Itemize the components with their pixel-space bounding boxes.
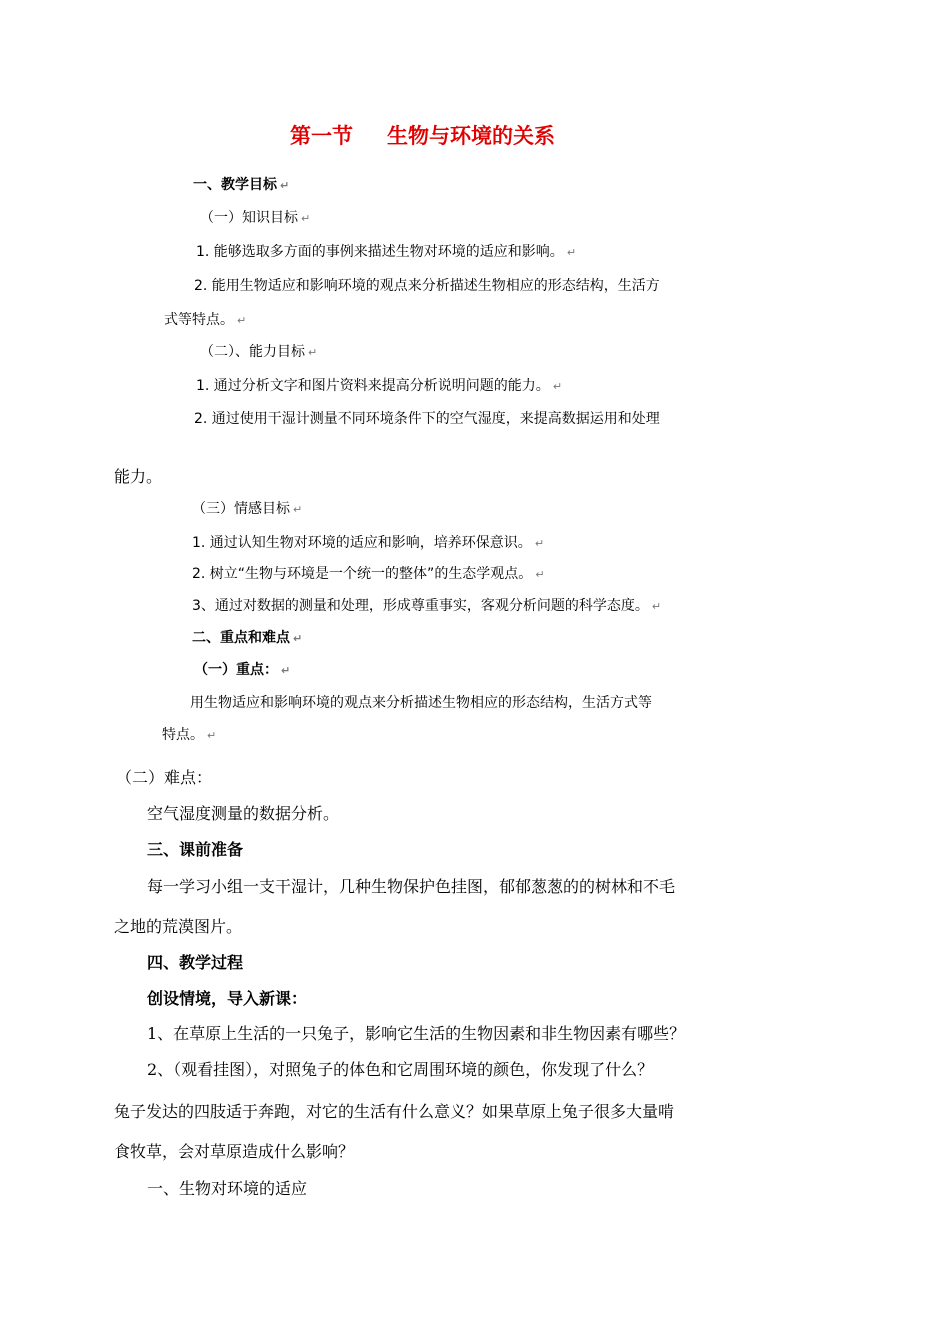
ability-item-1: 1. 通过分析文字和图片资料来提高分析说明问题的能力。 ↵ [196,378,563,394]
key-text-line-1: 用生物适应和影响环境的观点来分析描述生物相应的形态结构，生活方式等 [190,695,652,711]
emotion-heading: （三）情感目标 ↵ [192,501,303,517]
paragraph-mark-icon: ↵ [280,179,290,192]
paragraph-mark-icon: ↵ [308,346,318,359]
difficult-text: 空气湿度测量的数据分析。 [147,804,340,823]
ability-item-2-line-1: 2. 通过使用干湿计测量不同环境条件下的空气湿度，来提高数据运用和处理 [194,411,660,427]
question-2-line-2: 兔子发达的四肢适于奔跑，对它的生活有什么意义？如果草原上兔子很多大量啃 [114,1102,675,1121]
paragraph-mark-icon: ↵ [293,503,303,516]
emotion-item-2: 2. 树立“生物与环境是一个统一的整体”的生态学观点。 ↵ [192,566,545,582]
paragraph-mark-icon: ↵ [301,212,311,225]
question-1: 1、在草原上生活的一只兔子，影响它生活的生物因素和非生物因素有哪些？ [147,1024,686,1043]
page-title [290,126,555,147]
objectives-heading: 一、教学目标 ↵ [193,177,290,193]
prep-text-line-1: 每一学习小组一支干湿计，几种生物保护色挂图，郁郁葱葱的的树林和不毛 [147,877,676,896]
paragraph-mark-icon: ↵ [293,632,303,645]
paragraph-mark-icon: ↵ [535,568,545,581]
paragraph-mark-icon: ↵ [566,246,577,259]
emotion-item-3: 3、通过对数据的测量和处理，形成尊重事实，客观分析问题的科学态度。 ↵ [192,598,662,614]
difficult-heading: （二）难点： [116,768,213,787]
title-section-number: 第一节 [290,124,353,148]
ability-heading: （二）、能力目标 ↵ [200,344,318,360]
question-2-line-3: 食牧草，会对草原造成什么影响？ [114,1142,355,1161]
paragraph-mark-icon: ↵ [552,380,563,393]
key-text-line-2: 特点。 ↵ [162,727,217,743]
prep-heading: 三、课前准备 [147,840,244,859]
keypoints-heading: 二、重点和难点 ↵ [192,630,303,646]
intro-heading: 创设情境，导入新课： [147,989,308,1008]
prep-text-line-2: 之地的荒漠图片。 [114,917,243,936]
paragraph-mark-icon: ↵ [534,537,545,550]
adaptation-heading: 一、生物对环境的适应 [147,1179,308,1198]
knowledge-item-2-line-2: 式等特点。 ↵ [164,312,247,328]
ability-item-2-line-2: 能力。 [114,467,163,486]
paragraph-mark-icon: ↵ [281,664,291,677]
knowledge-heading: （一）知识目标 ↵ [200,210,311,226]
emotion-item-1: 1. 通过认知生物对环境的适应和影响，培养环保意识。 ↵ [192,535,545,551]
paragraph-mark-icon: ↵ [237,314,247,327]
paragraph-mark-icon: ↵ [651,600,662,613]
knowledge-item-1: 1. 能够选取多方面的事例来描述生物对环境的适应和影响。 ↵ [196,244,577,260]
process-heading: 四、教学过程 [147,953,244,972]
key-heading: （一）重点： ↵ [194,662,291,678]
title-text: 生物与环境的关系 [387,124,555,148]
knowledge-item-2-line-1: 2. 能用生物适应和影响环境的观点来分析描述生物相应的形态结构，生活方 [194,278,660,294]
paragraph-mark-icon: ↵ [207,729,217,742]
question-2-line-1: 2、（观看挂图），对照兔子的体色和它周围环境的颜色，你发现了什么？ [147,1060,654,1079]
